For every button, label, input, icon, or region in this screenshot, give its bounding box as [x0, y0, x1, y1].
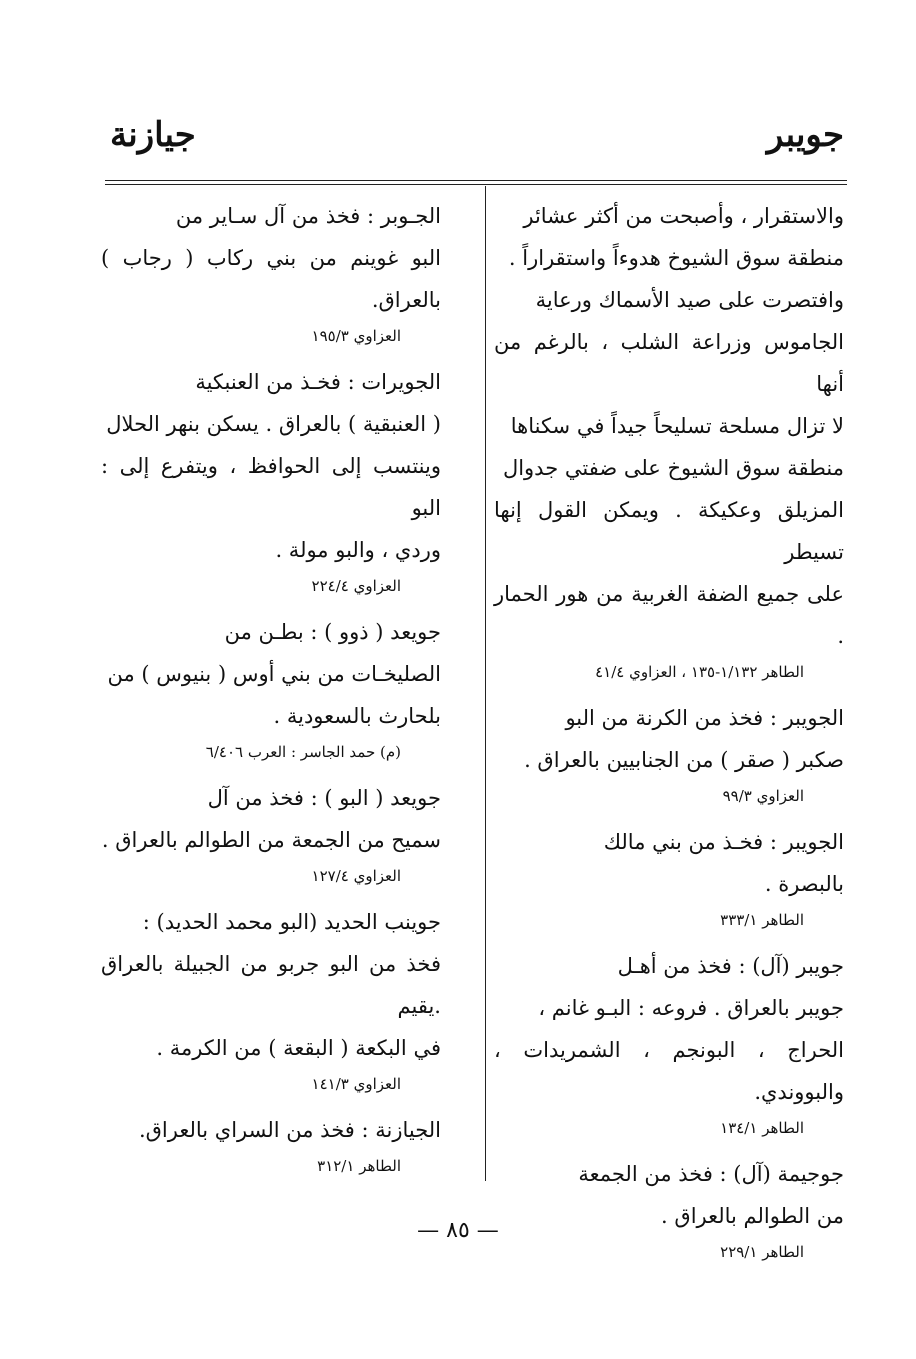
header-rule-double: [105, 184, 847, 185]
entry-line: في البكعة ( البقعة ) من الكرمة .: [156, 1036, 441, 1060]
entry-line: ( العنبقية ) بالعراق . يسكن بنهر الحلال: [106, 412, 441, 436]
entry-line: جوجيمة (آل) : فخذ من الجمعة: [578, 1162, 844, 1186]
entry-line: وافتصرت على صيد الأسماك ورعاية: [535, 288, 844, 312]
entry-source: الطاهر ١/١٣٢-١٣٥ ، العزاوي ٤١/٤: [595, 663, 804, 681]
entry-line: الجويبر : فخذ من الكرنة من البو: [565, 706, 844, 730]
entry: [101, 777, 441, 891]
entry-line: من الطوالم بالعراق .: [661, 1204, 844, 1228]
entry-line: الجويرات : فخـذ من العنبكية: [195, 370, 441, 394]
entry-line: على جميع الضفة الغربية من هور الحمار .: [494, 582, 844, 648]
running-header-left: جيازنة: [110, 115, 196, 155]
entry-source: الطاهر ١٣٤/١: [720, 1119, 804, 1137]
entry-line: المزيلق وعكيكة . ويمكن القول إنها تسيطر: [494, 498, 844, 564]
entry: [101, 361, 441, 601]
entry-line: الحراج ، البونجم ، الشمريدات ، والبووندي.: [494, 1038, 844, 1104]
entry: [101, 611, 441, 767]
running-header-right: جويبر: [766, 115, 844, 155]
page-number: — ٨٥ —: [417, 1218, 499, 1243]
entry-source: العزاوي ٢٢٤/٤: [311, 577, 401, 595]
right-column: [494, 195, 844, 1277]
entry-source: العزاوي ١٤١/٣: [311, 1075, 401, 1093]
left-column: [101, 195, 441, 1191]
entry-line: جوينب الحديد (البو محمد الحديد) :: [142, 910, 441, 934]
entry-line: لا تزال مسلحة تسليحاً جيداً في سكناها: [510, 414, 844, 438]
entry-line: الجويبر : فخـذ من بني مالك: [603, 830, 844, 854]
entry-line: الجيازنة : فخذ من السراي بالعراق.: [138, 1118, 441, 1142]
entry-line: جويبر (آل) : فخذ من أهـل: [617, 954, 844, 978]
entry-line: وينتسب إلى الحوافظ ، ويتفرع إلى : البو: [101, 454, 441, 520]
entry-source: العزاوي ١٩٥/٣: [311, 327, 401, 345]
entry-line: صكبر ( صقر ) من الجنابيين بالعراق .: [524, 748, 844, 772]
entry-line: الصليخـات من بني أوس ( بنيوس ) من: [107, 662, 441, 686]
entry: [101, 901, 441, 1099]
entry: [494, 1153, 844, 1267]
entry-source: العزاوي ٩٩/٣: [722, 787, 804, 805]
entry-line: والاستقرار ، وأصبحت من أكثر عشائر: [523, 204, 844, 228]
entry-source: الطاهر ٢٢٩/١: [720, 1243, 804, 1261]
entry-source: (م) حمد الجاسر : العرب ٦/٤٠٦: [205, 743, 401, 761]
column-divider: [485, 186, 486, 1181]
entry-line: الجـوبر : فخذ من آل سـاير من: [175, 204, 441, 228]
entry-line: وردي ، والبو مولة .: [275, 538, 441, 562]
entry-line: جويبر بالعراق . فروعه : البـو غانم ،: [538, 996, 844, 1020]
entry-line: فخذ من البو جربو من الجبيلة بالعراق .يقيم: [101, 952, 441, 1018]
entry-line: جويعد ( البو ) : فخذ من آل: [207, 786, 441, 810]
entry: [494, 697, 844, 811]
entry-line: منطقة سوق الشيوخ هدوءاً واستقراراً .: [508, 246, 844, 270]
entry: [494, 821, 844, 935]
entry-line: البو غوينم من بني ركاب ( رجاب ) بالعراق.: [101, 246, 441, 312]
entry-line: بالبصرة .: [764, 872, 844, 896]
entry: [494, 945, 844, 1143]
entry: [494, 195, 844, 687]
entry-line: بلحارث بالسعودية .: [273, 704, 441, 728]
entry-line: الجاموس وزراعة الشلب ، بالرغم من أنها: [494, 330, 844, 396]
entry-source: العزاوي ١٢٧/٤: [311, 867, 401, 885]
entry-source: الطاهر ٣١٢/١: [317, 1157, 401, 1175]
entry-line: جويعد ( ذوو ) : بطـن من: [224, 620, 441, 644]
entry-source: الطاهر ٣٣٣/١: [720, 911, 804, 929]
entry: [101, 1109, 441, 1181]
header-rule: [105, 180, 847, 181]
entry-line: منطقة سوق الشيوخ على ضفتي جدوال: [502, 456, 844, 480]
entry: [101, 195, 441, 351]
entry-line: سميح من الجمعة من الطوالم بالعراق .: [101, 828, 441, 852]
